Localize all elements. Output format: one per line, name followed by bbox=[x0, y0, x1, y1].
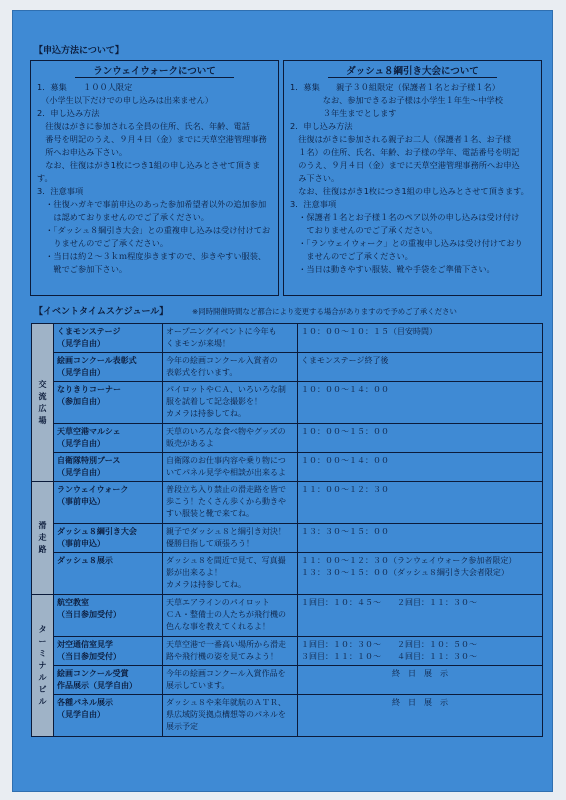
event-name: 自衛隊特別ブース （見学自由） bbox=[54, 453, 163, 482]
section-runway: 滑 走 路 bbox=[32, 482, 54, 595]
event-time: １１：００～１２：３０（ランウェイウォーク参加者限定） １３：３０～１５：００（ダッシュ８綱引き大会者限定） bbox=[298, 553, 543, 595]
event-name: 各種パネル展示 （見学自由） bbox=[54, 695, 163, 737]
event-time: １０：００～１５：００ bbox=[298, 424, 543, 453]
event-description: 天草空港で一番高い場所から滑走 路や飛行機の姿を見てみよう！ bbox=[163, 637, 298, 666]
event-name: ランウェイウォーク （事前申込） bbox=[54, 482, 163, 524]
table-row bbox=[32, 453, 543, 482]
table-row bbox=[32, 666, 543, 695]
event-name: ダッシュ８展示 bbox=[54, 553, 163, 595]
event-description: 天草のいろんな食べ物やグッズの 販売があるよ bbox=[163, 424, 298, 453]
event-description: オープニングイベントに今年も くまモンが来場！ bbox=[163, 324, 298, 353]
table-row bbox=[32, 553, 543, 595]
runway-walk-box bbox=[30, 60, 279, 296]
event-name: 航空教室 （当日参加受付） bbox=[54, 595, 163, 637]
event-description: 自衛隊のお仕事内容や乗り物につ いてパネル見学や相談が出来るよ bbox=[163, 453, 298, 482]
table-row bbox=[32, 595, 543, 637]
dash8-tug-text: 1．募集 親子３０組限定（保護者１名とお子様１名） なお、参加できるお子様は小学生１年生～中学校 ３年生までとします 2．申し込み方法 往復はがきに参加される親子お二人（保護者１名、お子様 １名）の住所、氏名、年齢、お子様の学年、電話番号を明記 のうえ、９月４日（金）までに天草空港管理事務所へお申込 み下さい。 なお、往復はがき1枚につき1組の申し込みとさせて頂きます。 3．注意事項 ・保護者１名とお子様１名のペア以外の申し込みは受け付け ておりませんのでご了承ください。 ・「ランウェイウォーク」との重複申し込みは受け付けており ませんのでご了承ください。 ・当日は動きやすい服装、靴や手袋をご準備下さい。 bbox=[290, 82, 529, 274]
event-description: ダッシュ８を間近で見て、写真撮 影が出来るよ！ カメラは持参してね。 bbox=[163, 553, 298, 595]
table-row bbox=[32, 695, 543, 737]
application-heading: 【申込方法について】 bbox=[34, 46, 124, 56]
event-time: １１：００～１２：３０ bbox=[298, 482, 543, 524]
event-time: １回目：１０：４５～ ２回目：１１：３０～ bbox=[298, 595, 543, 637]
table-row bbox=[32, 353, 543, 382]
event-description: 今年の絵画コンクール入賞者の 表彰式を行います。 bbox=[163, 353, 298, 382]
event-name: 対空通信室見学 （当日参加受付） bbox=[54, 637, 163, 666]
event-description: 普段立ち入り禁止の滑走路を皆で 歩こう！たくさん歩くから動きや すい服装と靴で来てね。 bbox=[163, 482, 298, 524]
event-description: 親子でダッシュ８と綱引き対決！ 優勝目指して頑張ろう！ bbox=[163, 524, 298, 553]
table-row bbox=[32, 524, 543, 553]
event-name: ダッシュ８綱引き大会 （事前申込） bbox=[54, 524, 163, 553]
event-description: 天草エアラインのパイロット ＣＡ・整備士の人たちが飛行機の 色んな事を教えてくれるよ！ bbox=[163, 595, 298, 637]
event-time: １０：００～１４：００ bbox=[298, 453, 543, 482]
dash8-tug-title: ダッシュ８綱引き大会について bbox=[328, 66, 497, 78]
flyer-sheet bbox=[12, 10, 553, 792]
event-time: 終 日 展 示 bbox=[298, 666, 543, 695]
event-time: 終 日 展 示 bbox=[298, 695, 543, 737]
dash8-tug-box bbox=[283, 60, 542, 296]
event-name: 絵画コンクール表彰式 （見学自由） bbox=[54, 353, 163, 382]
event-name: 絵画コンクール受賞 作品展示（見学自由） bbox=[54, 666, 163, 695]
runway-walk-title: ランウェイウォークについて bbox=[75, 66, 234, 78]
event-description: ダッシュ８や来年就航のＡＴＲ、 県広域防災拠点構想等のパネルを 展示予定 bbox=[163, 695, 298, 737]
event-time: くまモンステージ終了後 bbox=[298, 353, 543, 382]
table-row bbox=[32, 424, 543, 453]
table-row bbox=[32, 637, 543, 666]
section-plaza: 交 流 広 場 bbox=[32, 324, 54, 482]
event-name: 天草空港マルシェ （見学自由） bbox=[54, 424, 163, 453]
schedule-table bbox=[31, 323, 543, 737]
event-time: １３：３０～１５：００ bbox=[298, 524, 543, 553]
event-time: １０：００～１４：００ bbox=[298, 382, 543, 424]
runway-walk-text: 1．募集 １００人限定 （小学生以下だけでの申し込みは出来ません） 2．申し込み方法 往復はがきに参加される全員の住所、氏名、年齢、電話 番号を明記のうえ、９月４日（金）までに天草空港管理事務 所へお申込み下さい。 なお、往復はがき1枚につき1組の申し込みとさせて頂きます。 3．注意事項 ・往復ハガキで事前申込のあった参加希望者以外の追加参加 は認めておりませんのでご了承ください。 ・「ダッシュ８綱引き大会」との重複申し込みは受け付けてお りませんのでご了承ください。 ・当日は約２～３ｋｍ程度歩きますので、歩きやすい服装、 靴でご参加下さい。 bbox=[37, 82, 271, 274]
section-terminal: タ ー ミ ナ ル ビ ル bbox=[32, 595, 54, 737]
table-row bbox=[32, 482, 543, 524]
event-name: くまモンステージ （見学自由） bbox=[54, 324, 163, 353]
event-description: 今年の絵画コンクール入賞作品を 展示しています。 bbox=[163, 666, 298, 695]
table-row bbox=[32, 382, 543, 424]
schedule-heading: 【イベントタイムスケジュール】 bbox=[34, 307, 169, 317]
event-description: パイロットやＣＡ、いろいろな制 服を試着して記念撮影を！ カメラは持参してね。 bbox=[163, 382, 298, 424]
schedule-note: ※同時開催時間など都合により変更する場合がありますので予めご了承ください bbox=[192, 307, 457, 316]
event-name: なりきりコーナー （参加自由） bbox=[54, 382, 163, 424]
event-time: １回目：１０：３０～ ２回目：１０：５０～ ３回目：１１：１０～ ４回目：１１：３０～ bbox=[298, 637, 543, 666]
table-row bbox=[32, 324, 543, 353]
event-time: １０：００～１０：１５（目安時間） bbox=[298, 324, 543, 353]
